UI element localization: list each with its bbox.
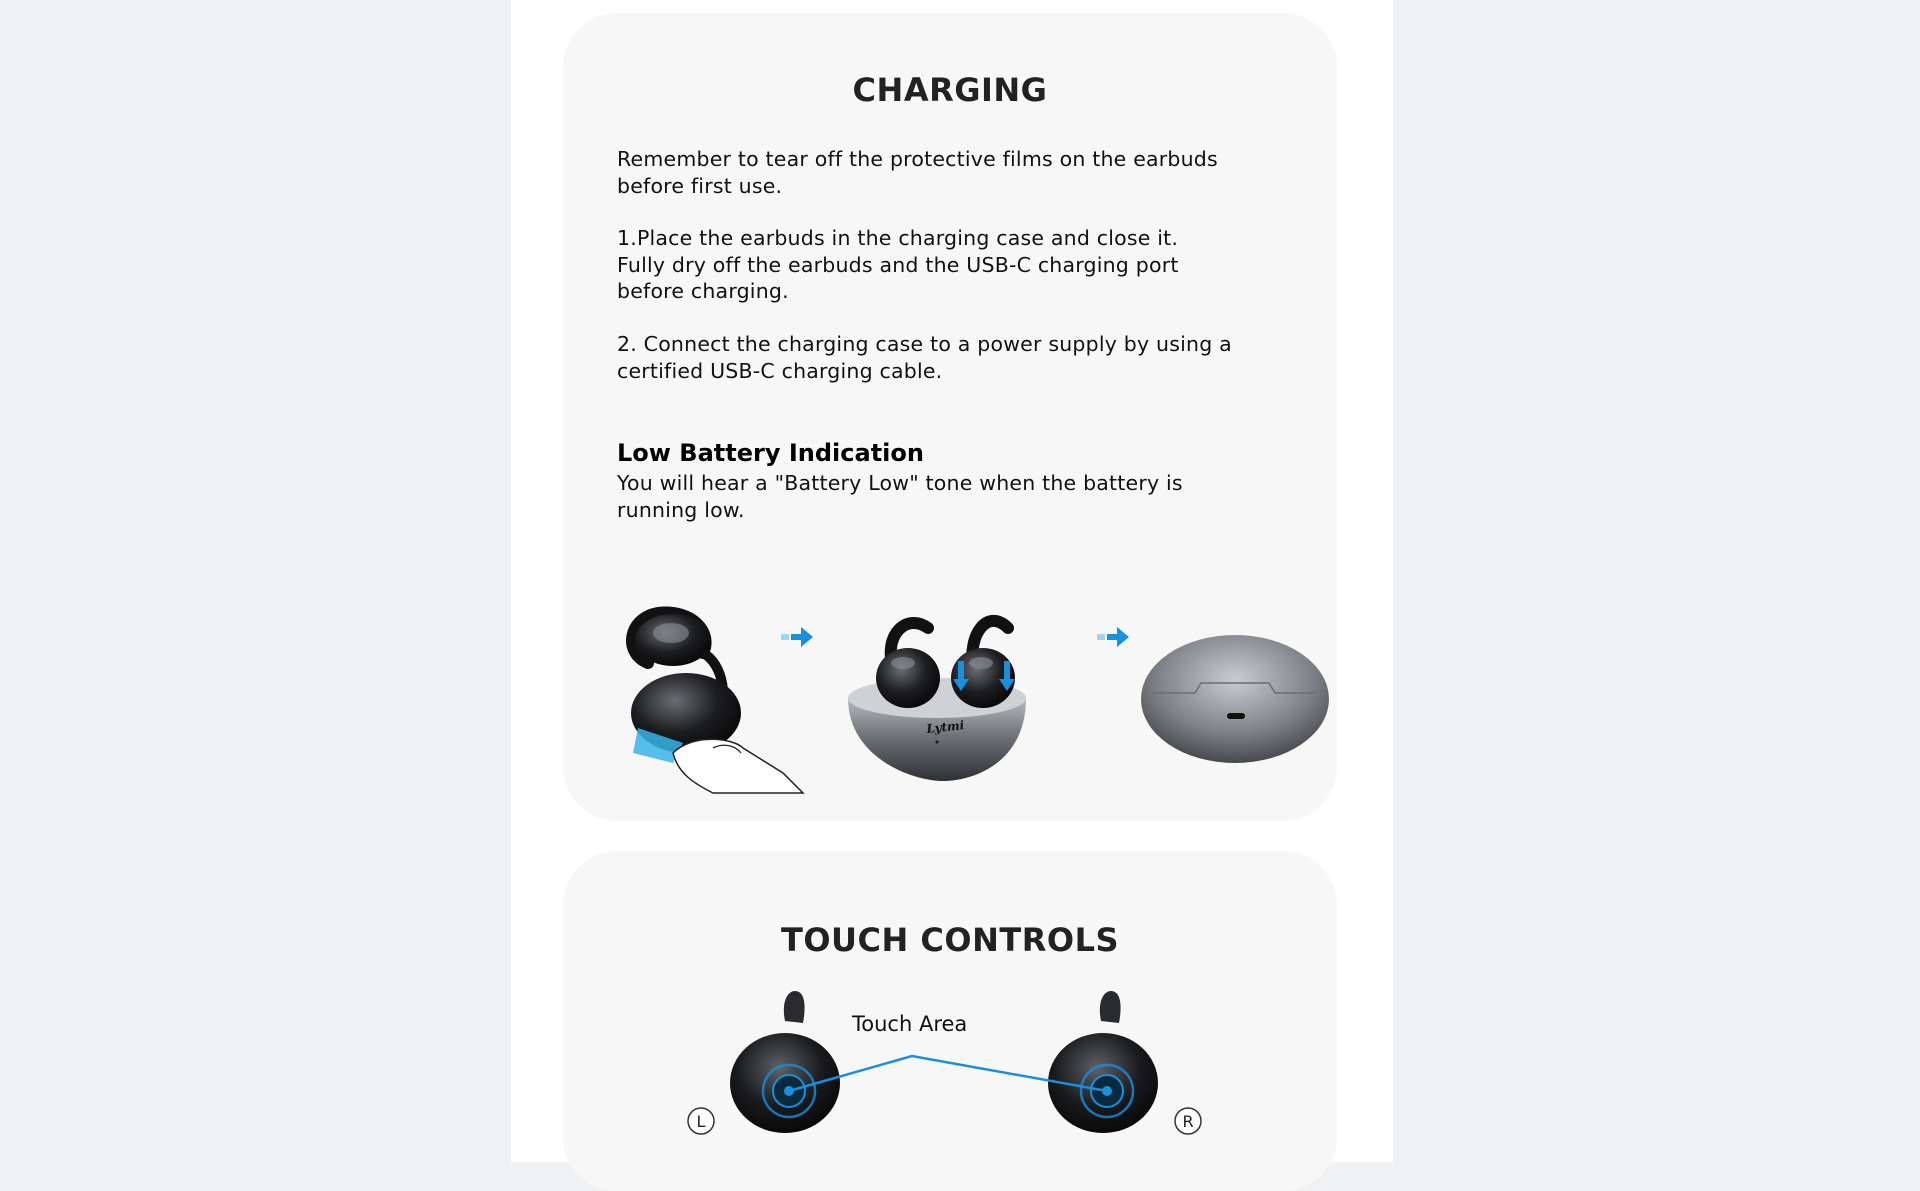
case-brand-logo: Lytmi — [925, 718, 965, 736]
touch-area-label: Touch Area — [852, 1012, 968, 1036]
charging-title: CHARGING — [852, 71, 1048, 109]
protective-film-note: Remember to tear off the protective films on the earbuds before first use. — [617, 147, 1218, 198]
svg-text:L: L — [696, 1112, 706, 1131]
earbud-film-removal-image — [631, 613, 803, 793]
open-case-with-earbuds-image — [848, 621, 1026, 781]
charging-card — [563, 13, 1337, 821]
right-marker — [1175, 1108, 1201, 1134]
charging-illustration — [563, 13, 1337, 821]
charging-step-2: 2. Connect the charging case to a power supply by using a certified USB-C charging cable. — [617, 332, 1232, 383]
arrow-right-icon — [781, 627, 813, 647]
left-earbud-image — [730, 991, 840, 1133]
touch-controls-illustration — [563, 851, 1337, 1191]
touch-controls-title: TOUCH CONTROLS — [781, 921, 1119, 959]
touch-controls-card — [563, 851, 1337, 1191]
low-battery-text: You will hear a "Battery Low" tone when the battery is running low. — [617, 471, 1183, 522]
left-marker — [688, 1108, 714, 1134]
svg-text:R: R — [1182, 1112, 1194, 1131]
right-earbud-image — [1048, 991, 1158, 1133]
closed-case-image — [1141, 635, 1329, 763]
charging-step-1: 1.Place the earbuds in the charging case and close it. Fully dry off the earbuds and the USB-C charging port before charging. — [617, 226, 1179, 303]
page-content — [511, 0, 1393, 1162]
low-battery-heading: Low Battery Indication — [617, 439, 924, 467]
arrow-right-icon — [1097, 627, 1129, 647]
